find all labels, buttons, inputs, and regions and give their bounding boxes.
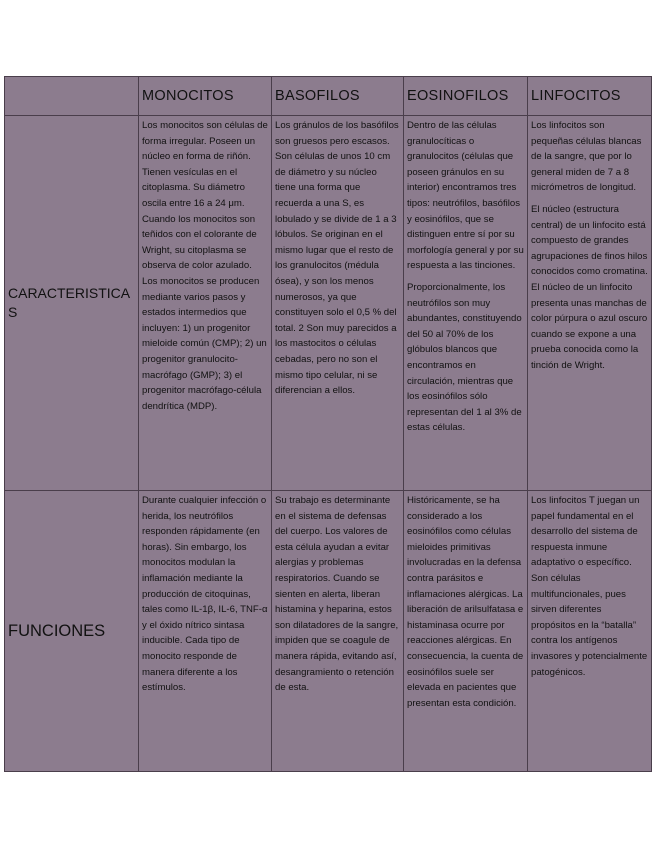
paragraph: Los monocitos son células de forma irregular. Poseen un núcleo en forma de riñón. Tienen vesículas en el citoplasma. Su diámetro oscila entre 16 a 24 μm. Cuando los monocitos son teñidos con el colorante de Wright, su citoplasma se observa de color azulado. Los monocitos se producen mediante varios pasos y estados intermedios que incluyen: 1) un progenitor mieloide común (CMP); 2) un progenitor granulocito-macrófago (GMP); 3) el progenitor macrófago-célula dendrítica (MDP). (142, 120, 268, 412)
cell-funciones-basofilos (272, 491, 404, 772)
paragraph: Proporcionalmente, los neutrófilos son muy abundantes, constituyendo del 50 al 70% de los glóbulos blancos que encontramos en circulación, mientras que los eosinófilos sólo representan del 1 al 3% de estas células. (407, 281, 522, 434)
paragraph: Los gránulos de los basófilos son gruesos pero escasos. Son células de unos 10 cm de diámetro y su núcleo tiene una forma que recuerda a una S, es lobulado y se divide de 1 a 3 lóbulos. Se originan en el mismo lugar que el resto de los granulocitos (médula ósea), y son los menos numerosos, ya que constituyen solo el 0,5 % del total. 2 Son muy parecidos a los mastocitos o células cebadas, pero no son el mismo tipo celular, ni se diferencian a ellos. (275, 120, 399, 397)
header-linfocitos: LINFOCITOS (528, 77, 652, 116)
row-label-funciones: FUNCIONES (5, 491, 139, 772)
paragraph: Históricamente, se ha considerado a los eosinófilos como células mieloides primitivas involucradas en la defensa contra parásitos e inflamaciones alérgicas. La liberación de arilsulfatasa e histaminasa ocurre por reacciones alérgicas. En consecuencia, la cuenta de eosinófilos suele ser elevada en pacientes que presentan esta condición. (407, 495, 524, 709)
paragraph: Durante cualquier infección o herida, los neutrófilos responden rápidamente (en horas). Sin embargo, los monocitos modulan la inflamación mediante la producción de citoquinas, tales como IL-1β, IL-6, TNF-α y el óxido nítrico sintasa inducible. Cada tipo de monocito responde de manera diferente a los estímulos. (142, 495, 268, 694)
paragraph: Dentro de las células granulocíticas o granulocitos (células que poseen gránulos en su interior) encontramos tres tipos: neutrófilos, basófilos y eosinófilos, que se distinguen entre sí por su morfología general y por su respuesta a las tinciones. (407, 120, 524, 272)
paragraph: Los linfocitos T juegan un papel fundamental en el desarrollo del sistema de respuesta inmune adaptativo o específico. Son células multifuncionales, pues sirven diferentes propósitos en la “batalla” contra los antígenos invasores y potencialmente patogénicos. (531, 495, 648, 678)
comparison-table (4, 76, 652, 772)
cell-funciones-linfocitos (528, 491, 652, 772)
cell-caracteristicas-monocitos (139, 116, 272, 491)
cell-funciones-monocitos (139, 491, 272, 772)
row-caracteristicas (5, 116, 652, 491)
header-monocitos: MONOCITOS (139, 77, 272, 116)
row-label-caracteristicas: CARACTERISTICAS (5, 116, 139, 491)
paragraph: El núcleo (estructura central) de un linfocito está compuesto de grandes agrupaciones de finos hilos conocidos como cromatina. El núcleo de un linfocito presenta unas manchas de color púrpura o azul oscuro cuando se expone a una prueba conocida como la tinción de Wright. (531, 203, 648, 371)
cell-funciones-eosinofilos (404, 491, 528, 772)
cell-caracteristicas-basofilos (272, 116, 404, 491)
cell-caracteristicas-linfocitos (528, 116, 652, 491)
paragraph: Su trabajo es determinante en el sistema de defensas del cuerpo. Los valores de esta célula ayudan a evitar alergias y problemas respiratorios. Cuando se sienten en alerta, liberan histamina y heparina, estos son dilatadores de la sangre, impiden que se coagule de manera rápida, evitando así, desangramiento o retención de esta. (275, 495, 399, 694)
paragraph: Los linfocitos son pequeñas células blancas de la sangre, que por lo general miden de 7 a 8 micrómetros de longitud. (531, 120, 642, 194)
header-basofilos: BASOFILOS (272, 77, 404, 116)
cell-caracteristicas-eosinofilos (404, 116, 528, 491)
header-row (5, 77, 652, 116)
row-funciones (5, 491, 652, 772)
header-corner-cell (5, 77, 139, 116)
header-eosinofilos: EOSINOFILOS (404, 77, 528, 116)
